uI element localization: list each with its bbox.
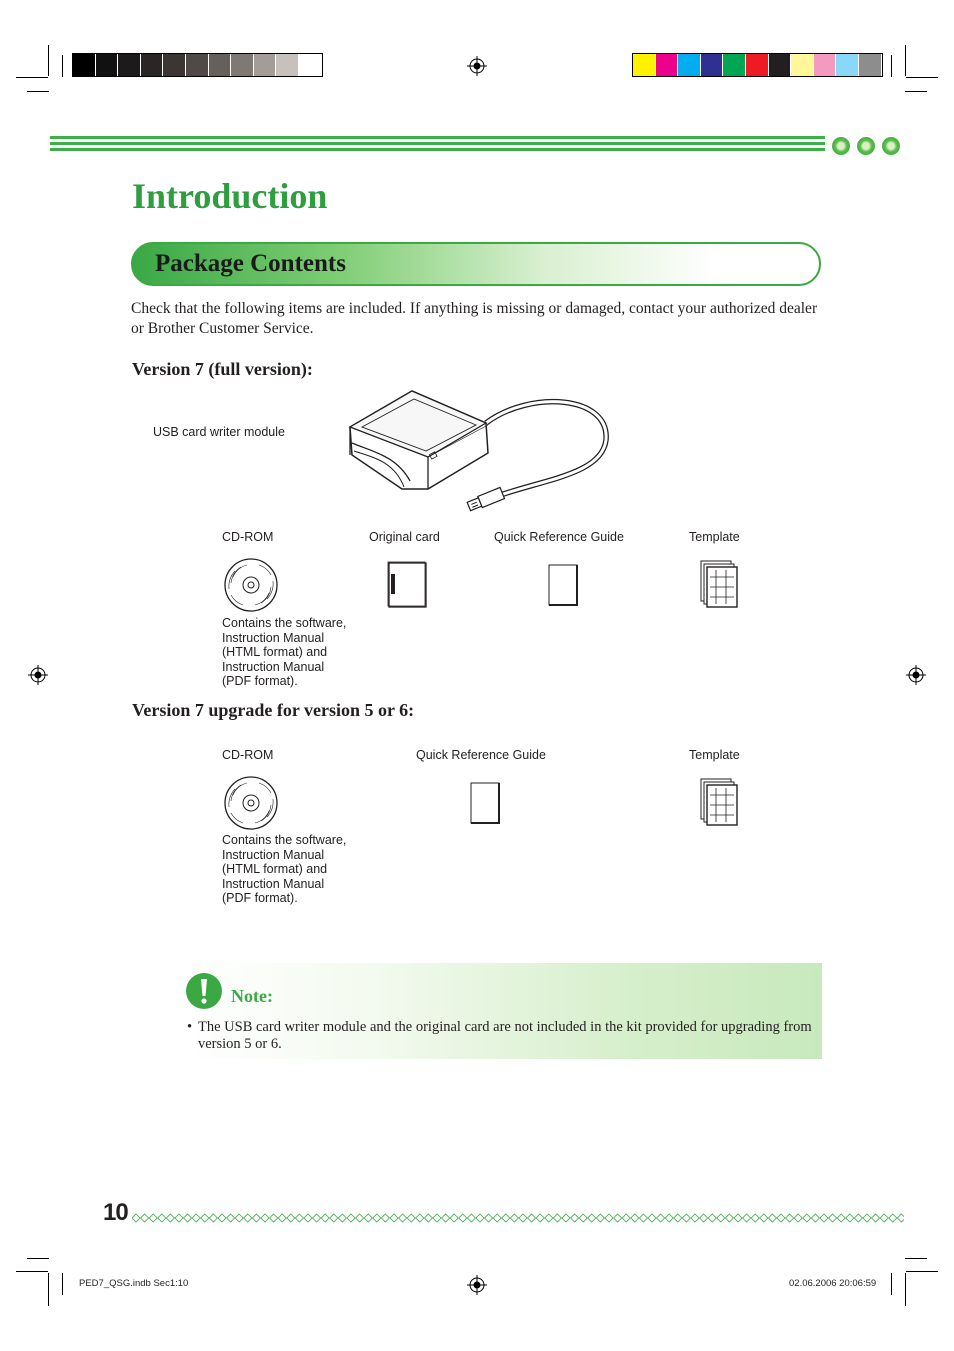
cd-desc-line: (HTML format) and [222,862,328,877]
template-icon [699,777,739,829]
usb-card-writer-icon [340,385,615,520]
page-number: 10 [103,1199,128,1226]
diamond-rule [132,1212,904,1224]
diamond-ornament [837,1214,845,1222]
section-header [131,242,821,286]
diamond-ornament [467,1214,475,1222]
diamond-ornament [184,1214,192,1222]
diamond-ornament [734,1214,742,1222]
diamond-ornament [820,1214,828,1222]
diamond-ornament [768,1214,776,1222]
diamond-ornament [536,1214,544,1222]
color-swatch [836,54,859,76]
color-swatch [678,54,701,76]
diamond-ornament [588,1214,596,1222]
diamond-ornament [829,1214,837,1222]
color-swatch [656,54,679,76]
diamond-ornament [278,1214,286,1222]
diamond-ornament [639,1214,647,1222]
cd-icon [223,557,279,613]
diamond-ornament [579,1214,587,1222]
diamond-ornament [493,1214,501,1222]
diamond-ornament [614,1214,622,1222]
diamond-ornament [407,1214,415,1222]
diamond-ornament [252,1214,260,1222]
note-text [187,1019,812,1053]
diamond-ornament [459,1214,467,1222]
diamond-ornament [760,1214,768,1222]
diamond-ornament [872,1214,880,1222]
diamond-ornament [149,1214,157,1222]
registration-mark-icon [906,665,926,685]
diamond-ornament [321,1214,329,1222]
diamond-ornament [897,1214,904,1222]
registration-mark-icon [467,1275,487,1295]
diamond-ornament [235,1214,243,1222]
color-swatch [231,54,254,76]
item-label-cdrom: CD-ROM [222,530,274,544]
diamond-ornament [811,1214,819,1222]
diamond-ornament [562,1214,570,1222]
cd-desc-line: (PDF format). [222,674,298,689]
diamond-ornament [158,1214,166,1222]
color-swatch [276,54,299,76]
diamond-ornament [424,1214,432,1222]
header-rule [50,136,825,156]
diamond-ornament [373,1214,381,1222]
color-swatch [141,54,164,76]
cd-description [222,616,382,689]
diamond-ornament [691,1214,699,1222]
diamond-ornament [863,1214,871,1222]
diamond-ornament [304,1214,312,1222]
diamond-ornament [743,1214,751,1222]
diamond-ornament [545,1214,553,1222]
diamond-ornament [227,1214,235,1222]
diamond-ornament [356,1214,364,1222]
diamond-ornament [725,1214,733,1222]
diamond-ornament [502,1214,510,1222]
diamond-ornament [571,1214,579,1222]
diamond-ornament [416,1214,424,1222]
diamond-ornament [682,1214,690,1222]
page-title: Introduction [132,176,328,216]
diamond-ornament [553,1214,561,1222]
color-swatch [186,54,209,76]
color-swatch [209,54,232,76]
diamond-ornament [442,1214,450,1222]
color-swatch [254,54,277,76]
note-body: The USB card writer module and the original card are not included in the kit provided for upgrading from version 5 or 6. [198,1019,812,1052]
item-label-template: Template [689,530,740,544]
diamond-ornament [751,1214,759,1222]
diamond-ornament [708,1214,716,1222]
item-label-original-card: Original card [369,530,440,544]
header-dot-icon [882,137,900,155]
header-dot-icon [857,137,875,155]
cd-icon [223,775,279,831]
color-swatch [723,54,746,76]
intro-paragraph: Check that the following items are included. If anything is missing or damaged, contact your authorized dealer or Brother Customer Service. [131,300,818,337]
diamond-ornament [132,1214,140,1222]
diamond-ornament [622,1214,630,1222]
diamond-ornament [700,1214,708,1222]
item-label-quick-reference-guide: Quick Reference Guide [416,748,546,762]
diamond-ornament [450,1214,458,1222]
color-swatch [163,54,186,76]
item-label-template: Template [689,748,740,762]
diamond-ornament [313,1214,321,1222]
color-swatch [73,54,96,76]
usb-module-label: USB card writer module [153,425,285,439]
header-dot-icon [832,137,850,155]
color-swatch [96,54,119,76]
diamond-ornament [631,1214,639,1222]
diamond-ornament [201,1214,209,1222]
diamond-ornament [330,1214,338,1222]
diamond-ornament [364,1214,372,1222]
color-swatch [814,54,837,76]
section-title: Package Contents [155,250,346,277]
registration-mark-icon [28,665,48,685]
diamond-ornament [803,1214,811,1222]
diamond-ornament [261,1214,269,1222]
diamond-ornament [854,1214,862,1222]
cd-desc-line: Instruction Manual [222,630,325,645]
cd-description [222,833,382,906]
diamond-ornament [399,1214,407,1222]
cd-desc-line: Instruction Manual [222,847,325,862]
exclamation-icon [185,972,223,1010]
bullet: • [187,1019,193,1035]
diamond-ornament [347,1214,355,1222]
diamond-ornament [519,1214,527,1222]
diamond-ornament [141,1214,149,1222]
diamond-ornament [605,1214,613,1222]
diamond-ornament [192,1214,200,1222]
diamond-ornament [528,1214,536,1222]
color-swatch [118,54,141,76]
color-swatch [746,54,769,76]
color-swatch [299,54,322,76]
footer-file-info: PED7_QSG.indb Sec1:10 [79,1278,189,1289]
item-label-quick-reference-guide: Quick Reference Guide [494,530,624,544]
diamond-ornament [786,1214,794,1222]
footer-datetime: 02.06.2006 20:06:59 [789,1278,877,1289]
color-swatch [701,54,724,76]
diamond-ornament [777,1214,785,1222]
booklet-icon [468,780,502,826]
diamond-ornament [485,1214,493,1222]
diamond-ornament [390,1214,398,1222]
diamond-ornament [287,1214,295,1222]
cd-desc-line: Instruction Manual [222,876,325,891]
diamond-ornament [244,1214,252,1222]
diamond-ornament [889,1214,897,1222]
diamond-ornament [270,1214,278,1222]
grayscale-color-bar [72,53,323,77]
cd-desc-line: (HTML format) and [222,645,328,660]
diamond-ornament [209,1214,217,1222]
cd-desc-line: Contains the software, [222,616,347,630]
diamond-ornament [880,1214,888,1222]
color-swatch [633,54,656,76]
diamond-ornament [510,1214,518,1222]
booklet-icon [546,562,580,608]
template-icon [699,559,739,611]
card-icon [386,560,428,610]
diamond-ornament [433,1214,441,1222]
item-label-cdrom: CD-ROM [222,748,274,762]
diamond-ornament [596,1214,604,1222]
note-title: Note: [231,986,273,1006]
cd-desc-line: (PDF format). [222,891,298,906]
full-version-heading: Version 7 (full version): [132,359,313,379]
diamond-ornament [717,1214,725,1222]
color-swatch [791,54,814,76]
registration-mark-icon [467,56,487,76]
color-swatch [859,54,882,76]
diamond-ornament [338,1214,346,1222]
process-color-bar [632,53,883,77]
diamond-ornament [476,1214,484,1222]
diamond-ornament [648,1214,656,1222]
diamond-ornament [794,1214,802,1222]
cd-desc-line: Contains the software, [222,833,347,847]
diamond-ornament [166,1214,174,1222]
upgrade-version-heading: Version 7 upgrade for version 5 or 6: [132,700,415,720]
diamond-ornament [218,1214,226,1222]
color-swatch [769,54,792,76]
diamond-ornament [381,1214,389,1222]
diamond-ornament [657,1214,665,1222]
cd-desc-line: Instruction Manual [222,659,325,674]
diamond-ornament [846,1214,854,1222]
diamond-ornament [295,1214,303,1222]
diamond-ornament [175,1214,183,1222]
diamond-ornament [674,1214,682,1222]
diamond-ornament [665,1214,673,1222]
